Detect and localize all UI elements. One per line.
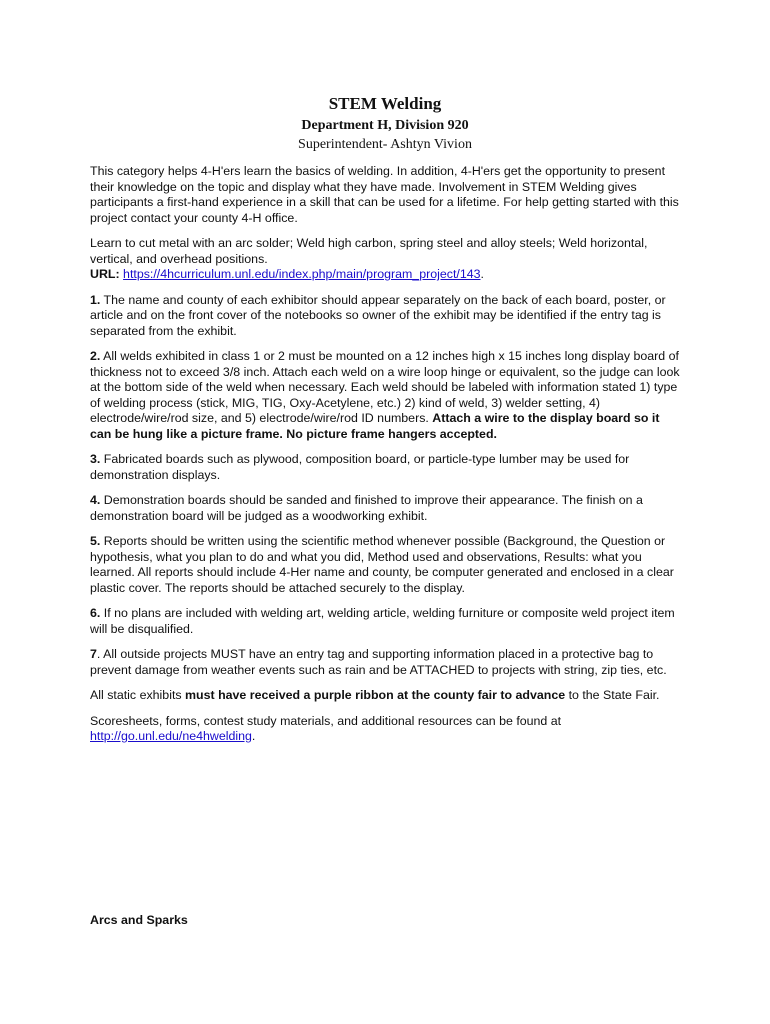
document-header (0, 94, 770, 154)
rule-bold-text: Attach a wire to the display board so it can be hung like a picture frame. No picture frame hangers accepted. (90, 411, 660, 441)
superintendent-line: Superintendent- Ashtyn Vivion (298, 137, 472, 152)
rule-1 (90, 293, 682, 340)
rule-text: . All outside projects MUST have an entry tag and supporting information placed in a protective bag to prevent damage from weather events such as rain and be ATTACHED to projects with string, zip ties, etc. (90, 647, 667, 677)
learn-paragraph (90, 236, 682, 283)
rule-number: 1. (90, 292, 101, 307)
page-title: STEM Welding (328, 94, 442, 113)
resources-paragraph (90, 714, 682, 745)
static-pre: All static exhibits (90, 688, 186, 702)
rule-text: Fabricated boards such as plywood, composition board, or particle-type lumber may be used for demonstration displays. (90, 452, 630, 482)
rule-3 (90, 452, 682, 483)
rule-number: 2. (90, 349, 101, 363)
rule-number: 4. (90, 493, 101, 507)
document-body (90, 164, 682, 755)
learn-text: Learn to cut metal with an arc solder; Weld high carbon, spring steel and alloy steels; Weld horizontal, vertical, and overhead positions. (90, 236, 648, 266)
rule-number: 6. (90, 606, 101, 620)
rule-text: Demonstration boards should be sanded and finished to improve their appearance. The finish on a demonstration board will be judged as a woodworking exhibit. (90, 493, 643, 523)
rule-number: 5. (90, 534, 101, 548)
section-heading: Arcs and Sparks (90, 913, 188, 927)
rule-text: Reports should be written using the scientific method whenever possible (Background, the Question or hypothesis, what you plan to do and what you did, Method used and observations, Results: what you learned. All reports should include 4-Her name and county, be computer generated and enclosed in a clear plastic cover. The reports should be attached securely to the display. (90, 534, 674, 595)
static-post: to the State Fair. (565, 688, 660, 702)
rule-4 (90, 493, 682, 524)
static-bold: must have received a purple ribbon at the county fair to advance (185, 688, 566, 702)
url-end: . (480, 267, 484, 281)
resources-link[interactable]: http://go.unl.edu/ne4hwelding (90, 729, 252, 743)
rule-5 (90, 534, 682, 596)
rule-7 (90, 647, 682, 678)
resources-text: Scoresheets, forms, contest study materials, and additional resources can be found at (90, 713, 562, 728)
rule-text: If no plans are included with welding art, welding article, welding furniture or composite weld project item will be disqualified. (90, 606, 675, 636)
rule-number: 7 (90, 647, 97, 661)
intro-paragraph: This category helps 4-H'ers learn the basics of welding. In addition, 4-H'ers get the opportunity to present their knowledge on the topic and display what they have made. Involvement in STEM Welding gives participants a first-hand experience in a skill that can be used for a lifetime. For help getting started with this project contact your county 4-H office. (90, 164, 679, 225)
resources-end: . (251, 729, 256, 743)
department-subtitle: Department H, Division 920 (301, 118, 469, 133)
rule-2 (90, 349, 682, 442)
rule-text: All welds exhibited in class 1 or 2 must be mounted on a 12 inches high x 15 inches long display board of thickness not to exceed 3/8 inch. Attach each weld on a wire loop hinge or equivalent, so the judge can look at the bottom side of the weld when necessary. Each weld should be labeled with information stated 1) type of welding process (stick, MIG, TIG, Oxy-Acetylene, etc.) 2) kind of weld, 3) welder setting, 4) electrode/wire/rod size, and 5) electrode/wire/rod ID numbers. (90, 349, 680, 425)
static-exhibits-paragraph (90, 688, 682, 704)
rule-number: 3. (90, 452, 101, 466)
rule-text: The name and county of each exhibitor should appear separately on the back of each board, poster, or article and on the front cover of the notebooks so owner of the exhibit may be identified if the entry tag is separated from the exhibit. (90, 292, 666, 338)
rule-6 (90, 606, 682, 637)
curriculum-link[interactable]: https://4hcurriculum.unl.edu/index.php/main/program_project/143 (123, 267, 481, 281)
url-label: URL: (90, 267, 120, 281)
